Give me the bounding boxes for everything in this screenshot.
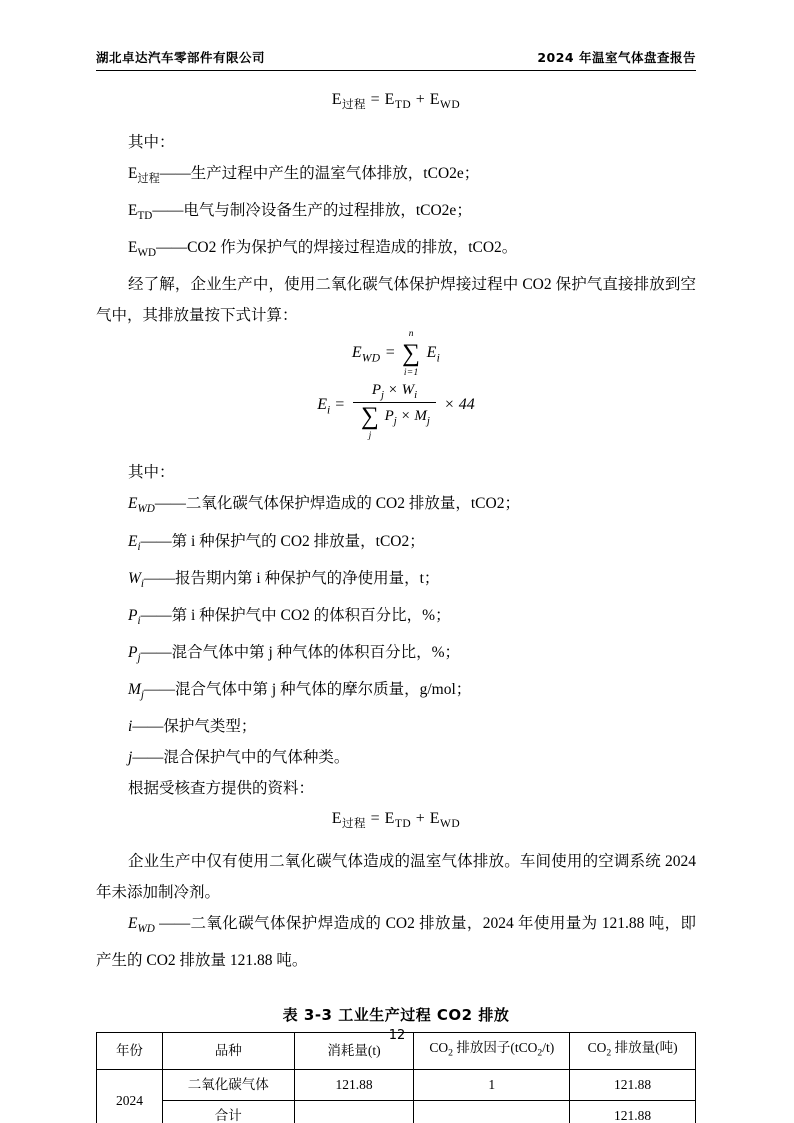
definition-dash: ——: [140, 532, 172, 550]
definition-symbol: E: [128, 165, 138, 183]
definition-item: [96, 563, 696, 600]
formula-top-eq: =: [370, 91, 381, 108]
definition-symbol: E: [128, 239, 138, 257]
paragraph-4-dash: ——: [159, 915, 191, 933]
definition-item: [96, 232, 696, 269]
definition-text: 生产过程中产生的温室气体排放，tCO2e；: [190, 165, 480, 183]
definition-item: [96, 195, 696, 232]
where-label-2: 其中：: [128, 464, 175, 482]
den-p: P: [384, 408, 394, 425]
definition-dash: ——: [156, 239, 188, 257]
table-header-cell: $CO_2$ 排放量(吨): [570, 1033, 696, 1070]
table-row: [97, 1070, 696, 1101]
formula-top-lhs-sub: 过程: [342, 99, 367, 112]
table-header-cell: 年份: [97, 1033, 163, 1070]
definition-text: 第 i 种保护气中 CO2 的体积百分比，%；: [171, 606, 451, 624]
definition-dash: ——: [154, 495, 186, 513]
math-equals: =: [384, 344, 396, 362]
table-cell: 1: [414, 1070, 570, 1101]
math2-lhs: E: [317, 396, 328, 414]
formula-bottom-term1-sub: TD: [394, 818, 412, 831]
definition-text: 二氧化碳气体保护焊造成的 CO2 排放量，tCO2；: [185, 495, 520, 513]
table-cell: 二氧化碳气体: [162, 1070, 294, 1101]
definition-item: [96, 742, 696, 773]
paragraph-4: [96, 908, 696, 976]
formula-top-term2-sub: WD: [440, 99, 461, 112]
formula-bottom-term2: E: [429, 810, 441, 828]
definition-dash: ——: [132, 749, 164, 767]
formula-top-plus: +: [415, 91, 426, 108]
formula-bottom: [96, 804, 696, 839]
table-header-cell: $CO_2$ 排放因子(tCO$_2$/t): [414, 1033, 570, 1070]
definition-subscript: j: [137, 651, 141, 664]
header-company: 湖北卓达汽车零部件有限公司: [96, 50, 266, 65]
definition-item: [96, 526, 696, 563]
num-times: ×: [387, 382, 398, 399]
table-cell: 合计: [162, 1101, 294, 1123]
den-m-sub: j: [426, 415, 430, 428]
num-w: W: [401, 382, 415, 399]
definition-text: 混合保护气中的气体种类。: [163, 749, 350, 767]
math-term: E: [426, 344, 437, 362]
num-p-sub: j: [381, 389, 384, 402]
formula-bottom-lhs: E: [331, 810, 343, 828]
definition-dash: ——: [140, 643, 172, 661]
math-term-sub: i: [436, 352, 441, 365]
table-cell: 121.88: [570, 1101, 696, 1123]
definition-item: [96, 711, 696, 742]
formula-top-term1-sub: TD: [394, 99, 412, 112]
table-header-cell: 消耗量(t): [294, 1033, 414, 1070]
definition-text: 第 i 种保护气的 CO2 排放量，tCO2；: [171, 532, 425, 550]
definition-subscript: i: [140, 577, 145, 590]
table-header-cell: 品种: [162, 1033, 294, 1070]
definition-item: [96, 600, 696, 637]
definition-subscript: TD: [137, 210, 153, 223]
definition-item: [96, 637, 696, 674]
definition-symbol: E: [128, 532, 138, 550]
definition-dash: ——: [140, 606, 172, 624]
definition-symbol: W: [128, 569, 141, 587]
num-w-sub: i: [414, 389, 418, 402]
summation-upper-limit: n: [408, 329, 414, 340]
definition-item: [96, 488, 696, 525]
definition-subscript: WD: [137, 247, 157, 260]
fraction-numerator: [353, 382, 436, 403]
summation-symbol: n ∑ i=1: [402, 329, 421, 379]
paragraph-2: 根据受核查方提供的资料：: [128, 780, 315, 798]
definition-symbol: P: [128, 606, 138, 624]
definition-dash: ——: [152, 202, 184, 220]
definition-text: 报告期内第 i 种保护气的净使用量，t；: [175, 569, 440, 587]
den-p-sub: j: [393, 415, 397, 428]
math2-equals: =: [334, 396, 346, 414]
math-row-1: [96, 329, 696, 379]
table-cell: [294, 1101, 414, 1123]
definition-item: [96, 674, 696, 711]
definition-subscript: j: [140, 689, 145, 702]
math-lhs-sub: WD: [361, 352, 381, 365]
summation-lower-limit: j: [368, 431, 372, 442]
num-p: P: [371, 382, 381, 399]
table-title: 表 3-3 工业生产过程 CO2 排放: [282, 1006, 510, 1025]
definition-item: [96, 158, 696, 195]
formula-bottom-eq: =: [370, 810, 381, 828]
definition-subscript: i: [137, 614, 141, 627]
page-header: [96, 48, 696, 71]
header-report-title: 2024 年温室气体盘查报告: [537, 50, 696, 65]
definition-text: 混合气体中第 j 种气体的体积百分比，%；: [171, 643, 461, 661]
paragraph-4-text: 二氧化碳气体保护焊造成的 CO2 排放量，2024 年使用量为 121.88 吨，即产生的 CO2 排放量 121.88 吨。: [96, 915, 696, 970]
table-cell: [414, 1101, 570, 1123]
math-block: [96, 329, 696, 442]
where-label-1: 其中：: [128, 134, 175, 152]
summation-lower-limit: i=1: [403, 368, 419, 379]
formula-top-term1: E: [384, 91, 395, 108]
definition-dash: ——: [159, 165, 191, 183]
formula-bottom-term1: E: [384, 810, 395, 828]
math2-multiplier: × 44: [443, 396, 475, 414]
den-times: ×: [400, 408, 411, 425]
summation-symbol: ∑ j: [361, 403, 379, 442]
definition-symbol: P: [128, 643, 138, 661]
table-cell: 121.88: [294, 1070, 414, 1101]
definition-subscript: i: [137, 540, 141, 553]
definition-symbol: i: [128, 718, 133, 736]
table-cell: 121.88: [570, 1070, 696, 1101]
formula-bottom-lhs-sub: 过程: [342, 818, 367, 831]
table-cell-year: 2024: [97, 1070, 163, 1123]
definition-text: 保护气类型；: [163, 718, 257, 736]
table-row: [97, 1101, 696, 1123]
definition-dash: ——: [132, 718, 164, 736]
definition-symbol: j: [128, 749, 133, 767]
page-footer: [0, 1028, 794, 1043]
definition-dash: ——: [144, 569, 176, 587]
paragraph-4-symbol: E: [128, 915, 138, 933]
definition-symbol: E: [128, 495, 138, 513]
formula-bottom-term2-sub: WD: [440, 818, 461, 831]
paragraph-4-subscript: WD: [137, 923, 155, 936]
definition-text: 混合气体中第 j 种气体的摩尔质量，g/mol；: [175, 680, 472, 698]
definition-symbol: M: [128, 680, 141, 698]
emissions-table: [96, 1032, 696, 1123]
paragraph-1: 经了解，企业生产中，使用二氧化碳气体保护焊接过程中 CO2 保护气直接排放到空气中，其排放量按下式计算：: [96, 276, 696, 325]
definition-subscript: WD: [137, 503, 155, 516]
fraction-denominator: [353, 403, 436, 442]
formula-top-term2: E: [429, 91, 441, 108]
math-lhs: E: [351, 344, 362, 362]
formula-top: [96, 85, 696, 120]
formula-top-lhs: E: [331, 91, 343, 108]
definition-dash: ——: [144, 680, 176, 698]
page-content: [96, 48, 696, 1123]
definition-text: 电气与制冷设备生产的过程排放，tCO2e；: [183, 202, 472, 220]
page-number: 12: [388, 1028, 406, 1043]
den-m: M: [414, 408, 427, 425]
math-row-2: [96, 382, 696, 442]
definition-subscript: 过程: [137, 173, 160, 186]
formula-bottom-plus: +: [415, 810, 426, 828]
fraction: [353, 382, 436, 442]
paragraph-3: 企业生产中仅有使用二氧化碳气体造成的温室气体排放。车间使用的空调系统 2024 年未添加制冷剂。: [96, 853, 696, 902]
math2-lhs-sub: i: [327, 404, 331, 417]
definition-symbol: E: [128, 202, 138, 220]
definition-text: CO2 作为保护气的焊接过程造成的排放，tCO2。: [187, 239, 518, 257]
